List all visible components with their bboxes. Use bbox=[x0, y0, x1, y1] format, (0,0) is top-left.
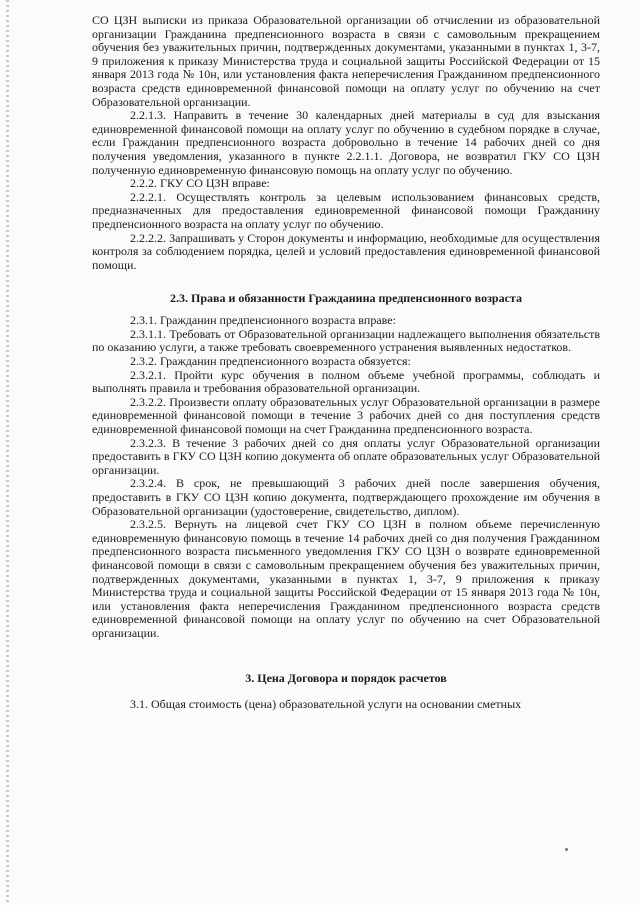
paragraph-2-3-2-3: 2.3.2.3. В течение 3 рабочих дней со дня оплаты услуг Образовательной организации предоставить в ГКУ СО ЦЗН копию документа об оплате образовательных услуг Образовательной организации. bbox=[92, 435, 600, 477]
paragraph-2-2-1-3: 2.2.1.3. Направить в течение 30 календарных дней материалы в суд для взыскания единовременной финансовой помощи на оплату услуг по обучению в судебном порядке в случае, если Гражданин предпенсионного возраста добровольно в течение 14 рабочих дней со дня получения уведомления, указанного в пункте 2.2.1.1. Договора, не возвратил ГКУ СО ЦЗН полученную единовременную финансовую помощь на оплату услуг по обучению. bbox=[92, 108, 600, 177]
paragraph-3-1: 3.1. Общая стоимость (цена) образовательной услуги на основании сметных bbox=[130, 696, 522, 711]
paragraph-2-3-2-4: 2.3.2.4. В срок, не превышающий 3 рабочих дней после завершения обучения, предоставить в ГКУ СО ЦЗН копию документа, подтверждающего прохождение им обучения в Образовательной организации (удостоверение, свидетельство, диплом). bbox=[92, 476, 600, 518]
paragraph-2-3-2: 2.3.2. Гражданин предпенсионного возраста обязуется: bbox=[130, 354, 411, 369]
paragraph-2-3-2-2: 2.3.2.2. Произвести оплату образовательных услуг Образовательной организации в размере единовременной финансовой помощи в течение 3 рабочих дней со дня поступления средств единовременной финансовой помощи на счет Гражданина предпенсионного возраста. bbox=[92, 394, 600, 437]
paragraph-2-2-2: 2.2.2. ГКУ СО ЦЗН вправе: bbox=[130, 176, 270, 191]
paragraph-continuation: СО ЦЗН выписки из приказа Образовательной организации об отчислении из образовательной организации Гражданина предпенсионного возраста в связи с самовольным прекращением обучения без уважительных причин, подтвержденных документами, указанными в пунктах 1, 3-7, 9 приложения к приказу Министерства труда и социальной защиты Российской Федерации от 15 января 2013 года № 10н, или установления факта неперечисления Гражданином предпенсионного возраста средств единовременной финансовой помощи на оплату услуг по обучению на счет Образовательной организации. bbox=[92, 13, 600, 109]
paragraph-2-2-2-1: 2.2.2.1. Осуществлять контроль за целевым использованием финансовых средств, предназначенных для предоставления единовременной финансовой помощи Гражданину предпенсионного возраста на оплату услуг по обучению. bbox=[92, 189, 600, 231]
paragraph-2-2-2-2: 2.2.2.2. Запрашивать у Сторон документы и информацию, необходимые для осуществления контроля за соблюдением порядка, целей и условий предоставления единовременной финансовой помощи. bbox=[92, 230, 600, 272]
paragraph-2-3-1-1: 2.3.1.1. Требовать от Образовательной организации надлежащего выполнения обязательств по оказанию услуги, а также требовать своевременного устранения выявленных недостатков. bbox=[92, 326, 600, 355]
section-heading-3: 3. Цена Договора и порядок расчетов bbox=[245, 670, 447, 685]
paragraph-2-3-1: 2.3.1. Гражданин предпенсионного возраста вправе: bbox=[130, 313, 396, 328]
paragraph-2-3-2-5: 2.3.2.5. Вернуть на лицевой счет ГКУ СО ЦЗН в полном объеме перечисленную единовременную финансовую помощь в течение 14 рабочих дней со дня получения Гражданином предпенсионного возраста письменного уведомления ГКУ СО ЦЗН о возврате единовременной финансовой помощи в связи с самовольным прекращением обучения без уважительных причин, подтвержденных документами, указанными в пунктах 1, 3-7, 9 приложения к приказу Министерства труда и социальной защиты Российской Федерации от 15 января 2013 года № 10н, или установления факта неперечисления Гражданином предпенсионного возраста средств единовременной финансовой помощи на оплату услуг по обучению на счет Образовательной организации. bbox=[92, 517, 600, 640]
paragraph-2-3-2-1: 2.3.2.1. Пройти курс обучения в полном объеме учебной программы, соблюдать и выполнять правила и требования образовательной организации. bbox=[92, 367, 600, 396]
scan-speck bbox=[565, 848, 568, 851]
section-heading-2-3: 2.3. Права и обязанности Гражданина предпенсионного возраста bbox=[170, 291, 522, 306]
